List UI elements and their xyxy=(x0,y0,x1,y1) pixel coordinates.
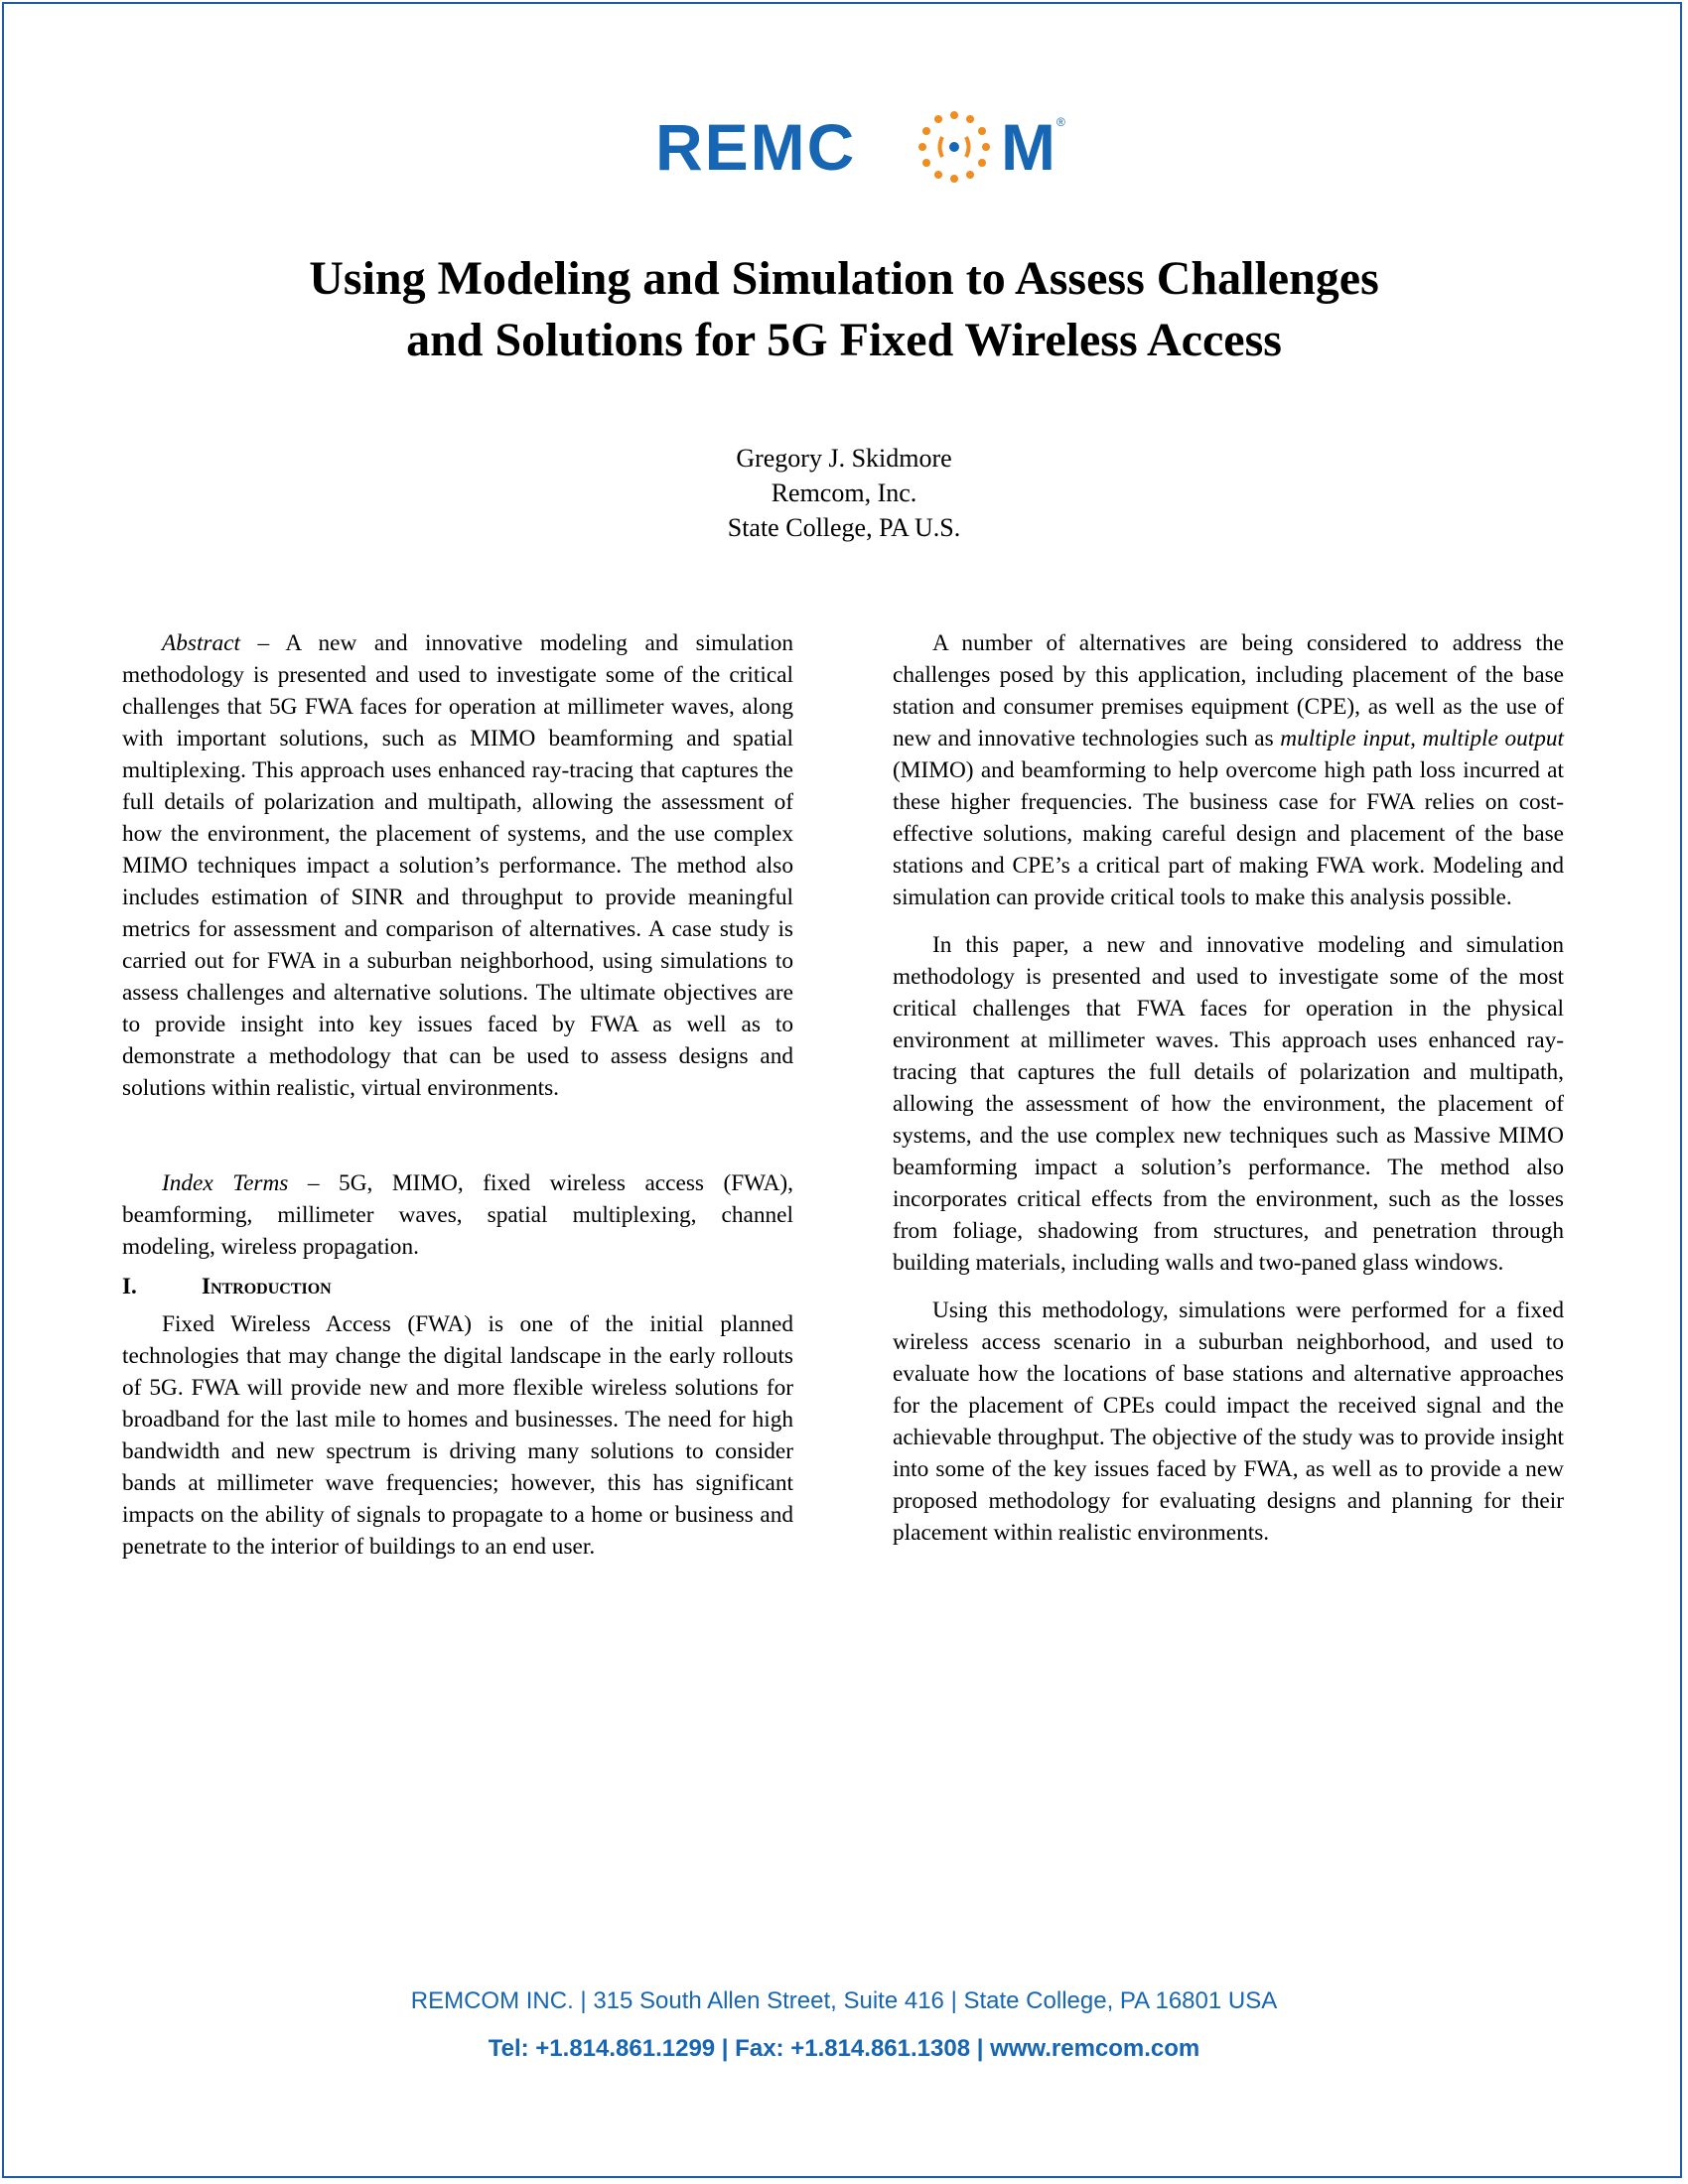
logo-text-right: M xyxy=(1001,110,1057,184)
spacer xyxy=(893,1279,1564,1295)
logo-sun-icon xyxy=(915,111,993,183)
introduction-paragraph: Fixed Wireless Access (FWA) is one of the initial planned technologies that may change the digital landscape in the early rollouts of 5G. FWA will provide new and more flexible wireless solutions for broadband for the last mile to homes and businesses. The need for high bandwidth and new spectrum is driving many solutions to consider bands at millimeter wave frequencies; however, this has significant impacts on the ability of signals to propagate to a home or business and penetrate to the interior of buildings to an end user. xyxy=(122,1311,793,1560)
author-affiliation: Remcom, Inc. xyxy=(771,478,917,507)
index-terms xyxy=(122,1167,793,1263)
author-block xyxy=(546,441,1142,545)
section-title: Introduction xyxy=(202,1274,332,1298)
paper-title xyxy=(149,248,1539,371)
section-number: I. xyxy=(122,1274,137,1298)
right-paragraph-2: In this paper, a new and innovative modeling and simulation methodology is presented and used to investigate some of the most critical challenges that FWA faces for operation in the physical environment at millimeter waves. This approach uses enhanced ray-tracing that captures the full details of polarization and multipath, allowing the assessment of how the environment, the placement of systems, and the use complex new techniques such as Massive MIMO beamforming impact a solution’s performance. The method also incorporates critical effects from the environment, such as the losses from foliage, shadowing from structures, and penetration through building materials, including walls and two-paned glass windows. xyxy=(893,932,1564,1276)
right-paragraph-3: Using this methodology, simulations were performed for a fixed wireless access scenario in a suburban neighborhood, and used to evaluate how the locations of base stations and alternative approaches for the placement of CPEs could impact the received signal and the achievable throughput. The objective of the study was to provide insight into some of the key issues faced by FWA, as well as to provide a new proposed methodology for evaluating designs and planning for their placement within realistic environments. xyxy=(893,1297,1564,1546)
registered-mark: ® xyxy=(1056,115,1065,129)
abstract-label: Abstract xyxy=(162,630,240,656)
footer-address: REMCOM INC. | 315 South Allen Street, Suite 416 | State College, PA 16801 USA xyxy=(410,1987,1278,2014)
remcom-logo xyxy=(655,107,1072,187)
right-paragraph-1 xyxy=(893,627,1564,913)
abstract xyxy=(122,627,793,1104)
right-column xyxy=(893,627,1564,1549)
logo-text-left: REMC xyxy=(655,110,857,184)
title-line-2: and Solutions for 5G Fixed Wireless Access xyxy=(406,314,1282,366)
left-column xyxy=(122,627,793,1563)
section-heading-introduction xyxy=(122,1271,793,1302)
index-terms-text: – 5G, MIMO, fixed wireless access (FWA), beamforming, millimeter waves, spatial multiplexing, channel modeling, wireless propagation. xyxy=(122,1170,793,1260)
spacer xyxy=(893,913,1564,929)
index-terms-label: Index Terms xyxy=(162,1170,289,1196)
title-line-1: Using Modeling and Simulation to Assess Challenges xyxy=(309,252,1379,305)
author-location: State College, PA U.S. xyxy=(727,513,961,542)
right-paragraph-1-part-a: A number of alternatives are being considered to address the challenges posed by this application, including placement of the base station and consumer premises equipment (CPE), as well as the use of new and innovative technologies such as xyxy=(893,630,1564,751)
author-name: Gregory J. Skidmore xyxy=(736,444,952,473)
abstract-text: – A new and innovative modeling and simulation methodology is presented and used to investigate some of the critical challenges that 5G FWA faces for operation at millimeter waves, along with important solutions, such as MIMO beamforming and spatial multiplexing. This approach uses enhanced ray-tracing that captures the full details of polarization and multipath, allowing the assessment of how the environment, the placement of systems, and the use complex MIMO techniques impact a solution’s performance. The method also includes estimation of SINR and throughput to provide meaningful metrics for assessment and comparison of alternatives. A case study is carried out for FWA in a suburban neighborhood, using simulations to assess challenges and alternative solutions. The ultimate objectives are to provide insight into key issues faced by FWA as well as to demonstrate a methodology that can be used to assess designs and solutions within realistic, virtual environments. xyxy=(122,630,793,1101)
right-paragraph-1-part-b: (MIMO) and beamforming to help overcome high path loss incurred at these higher frequencies. The business case for FWA relies on cost-effective solutions, making careful design and placement of the base stations and CPE’s a critical part of making FWA work. Modeling and simulation can provide critical tools to make this analysis possible. xyxy=(893,757,1564,910)
mimo-italic-term: multiple input, multiple output xyxy=(1280,726,1565,751)
footer-contact: Tel: +1.814.861.1299 | Fax: +1.814.861.1308 | www.remcom.com xyxy=(488,2035,1200,2062)
spacer xyxy=(122,1104,793,1167)
